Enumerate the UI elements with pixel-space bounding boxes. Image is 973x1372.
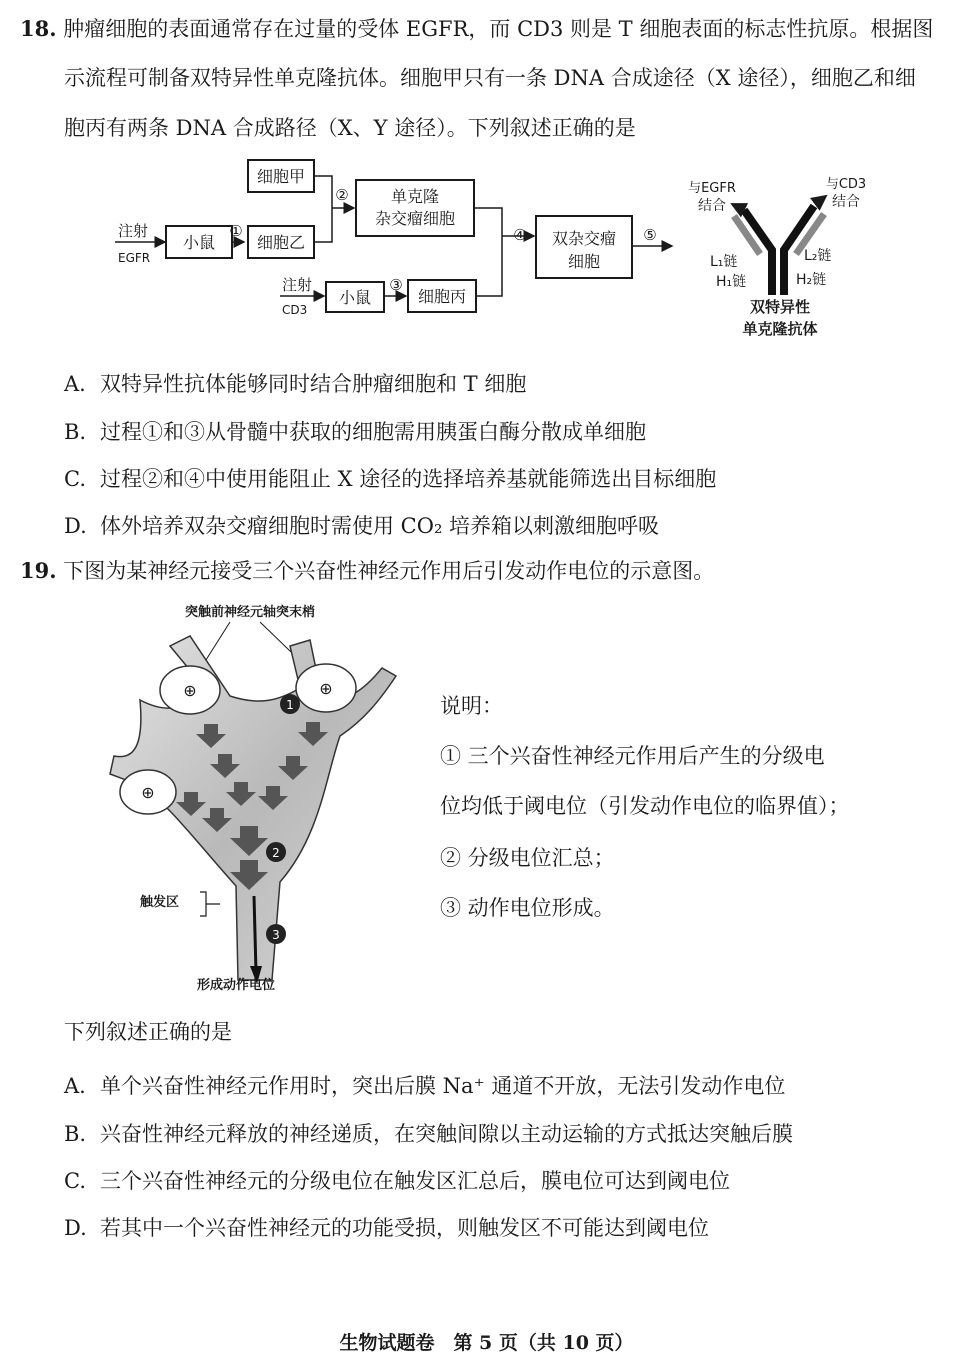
q19-note-2: ② 分级电位汇总； [440,846,615,870]
cell-yi-label: 细胞乙 [256,233,306,252]
option-key: C. [64,467,86,491]
q19-option-d[interactable] [64,1212,709,1242]
q18-stem-line-2: 示流程可制备双特异性单克隆抗体。细胞甲只有一条 DNA 合成途径（X 途径），细胞乙和细 [64,66,916,90]
cell-bing-label: 细胞丙 [417,287,467,306]
cd3-binding-label-2: 结合 [832,194,860,210]
mono-hybridoma-label-2: 杂交瘤细胞 [374,209,456,228]
q19-stem-text: 下图为某神经元接受三个兴奋性神经元作用后引发动作电位的示意图。 [63,559,715,583]
step-4-marker: ④ [513,226,527,244]
q18-flow-diagram [110,150,680,330]
step-1-marker: ① [229,222,243,240]
q19-note-1-line-1: ① 三个兴奋性神经元作用后产生的分级电 [440,744,825,768]
option-key: D. [64,1216,87,1240]
option-text: 体外培养双杂交瘤细胞时需使用 CO₂ 培养箱以刺激细胞呼吸 [100,514,660,538]
q18-option-b[interactable] [64,416,646,446]
q19-option-a[interactable] [64,1070,785,1100]
marker-3: 3 [272,928,280,942]
cell-jia-label: 细胞甲 [256,167,306,186]
antibody-label-1: 双特异性 [749,298,811,316]
option-key: B. [64,420,87,444]
mono-hybridoma-label-1: 单克隆 [390,187,440,206]
trigger-zone-label: 触发区 [140,895,180,910]
q18-stem-line-1 [20,18,933,40]
q19-note-3: ③ 动作电位形成。 [440,896,615,920]
q18-stem-text-1: 肿瘤细胞的表面通常存在过量的受体 EGFR，而 CD3 则是 T 细胞表面的标志性抗原。根据图 [63,17,934,41]
step-3-marker: ③ [389,276,403,294]
option-key: A. [64,372,86,396]
q18-option-d[interactable] [64,510,659,540]
option-text: 过程②和④中使用能阻止 X 途径的选择培养基就能筛选出目标细胞 [100,467,717,491]
egfr-label: EGFR [118,251,151,265]
plus-1-icon: ⊕ [183,681,197,700]
l2-chain-label: L₂链 [804,248,832,264]
q19-note-1-line-2: 位均低于阈电位（引发动作电位的临界值）； [440,794,850,818]
q19-prompt: 下列叙述正确的是 [64,1020,232,1044]
option-text: 双特异性抗体能够同时结合肿瘤细胞和 T 细胞 [100,372,527,396]
option-text: 若其中一个兴奋性神经元的功能受损，则触发区不可能达到阈电位 [100,1216,709,1240]
egfr-binding-label-2: 结合 [698,198,726,214]
q18-number: 18. [20,16,57,41]
q19-number: 19. [20,558,57,583]
inject-cd3-label: 注射 [282,276,313,294]
step-5-marker: ⑤ [643,226,657,244]
option-key: D. [64,514,87,538]
page-footer: 生物试题卷 第 5 页（共 10 页） [339,1332,634,1354]
q19-option-c[interactable] [64,1165,730,1195]
h1-chain-label: H₁链 [716,274,747,290]
h2-chain-label: H₂链 [796,272,827,288]
mouse-1-label: 小鼠 [182,233,216,252]
option-text: 单个兴奋性神经元作用时，突出后膜 Na⁺ 通道不开放，无法引发动作电位 [100,1074,786,1098]
neuron-diagram [100,596,420,996]
marker-1: 1 [286,698,294,712]
cd3-binding-label-1: 与CD3 [825,177,867,192]
bispecific-antibody-diagram [680,170,880,345]
double-hybridoma-label-2: 细胞 [567,252,601,271]
q19-note-title: 说明： [440,694,503,718]
inject-egfr-label: 注射 [118,222,149,240]
step-2-marker: ② [335,186,349,204]
antibody-label-2: 单克隆抗体 [742,320,818,338]
mouse-2-label: 小鼠 [338,288,372,307]
q19-option-b[interactable] [64,1118,793,1148]
option-key: B. [64,1122,87,1146]
option-text: 过程①和③从骨髓中获取的细胞需用胰蛋白酶分散成单细胞 [100,420,646,444]
action-potential-label: 形成动作电位 [196,978,276,993]
double-hybridoma-label-1: 双杂交瘤 [551,229,617,248]
l1-chain-label: L₁链 [710,254,738,270]
option-key: C. [64,1169,86,1193]
option-key: A. [64,1074,86,1098]
option-text: 兴奋性神经元释放的神经递质，在突触间隙以主动运输的方式抵达突触后膜 [100,1122,793,1146]
option-text: 三个兴奋性神经元的分级电位在触发区汇总后，膜电位可达到阈电位 [100,1169,730,1193]
plus-2-icon: ⊕ [319,679,333,698]
marker-2: 2 [272,846,280,860]
q18-option-a[interactable] [64,368,526,398]
q18-stem-line-3: 胞丙有两条 DNA 合成路径（X、Y 途径）。下列叙述正确的是 [64,116,636,140]
q18-option-c[interactable] [64,463,716,493]
egfr-binding-label-1: 与EGFR [688,181,736,196]
plus-3-icon: ⊕ [141,783,155,802]
cd3-label: CD3 [282,303,308,317]
axon-terminal-label: 突触前神经元轴突末梢 [184,605,316,620]
q19-stem-line [20,560,714,582]
